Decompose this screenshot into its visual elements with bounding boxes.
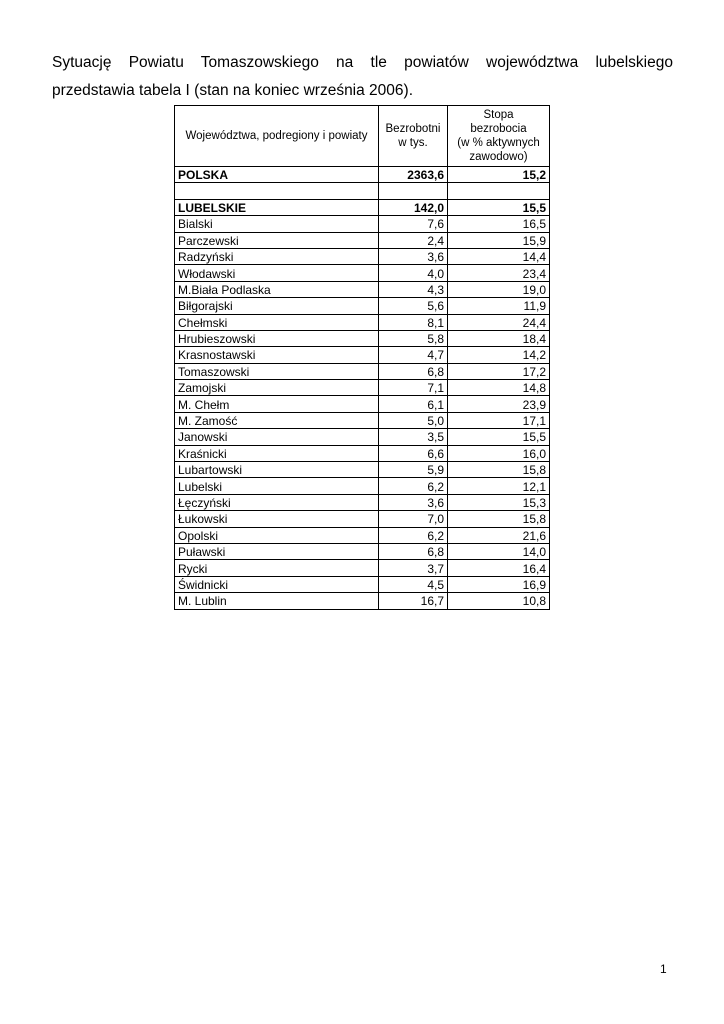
table-row-polska <box>175 167 550 183</box>
cell-name: Świdnicki <box>175 576 379 592</box>
cell-name: M. Chełm <box>175 396 379 412</box>
cell-name: Lubelski <box>175 478 379 494</box>
cell-rate: 14,4 <box>448 248 550 264</box>
cell-rate: 17,2 <box>448 363 550 379</box>
table-row <box>175 314 550 330</box>
cell-rate: 15,8 <box>448 511 550 527</box>
cell-unemployed: 6,2 <box>379 527 448 543</box>
cell-name: Włodawski <box>175 265 379 281</box>
cell-rate: 15,3 <box>448 494 550 510</box>
cell-unemployed: 4,7 <box>379 347 448 363</box>
header-unemployed-line1: Bezrobotni <box>385 123 441 135</box>
cell-rate: 19,0 <box>448 281 550 297</box>
table-row <box>175 560 550 576</box>
cell-unemployed: 4,5 <box>379 576 448 592</box>
cell-empty <box>175 183 379 199</box>
table-row <box>175 478 550 494</box>
cell-name: Parczewski <box>175 232 379 248</box>
cell-name: Radzyński <box>175 248 379 264</box>
cell-unemployed: 5,8 <box>379 330 448 346</box>
cell-rate: 24,4 <box>448 314 550 330</box>
cell-empty <box>379 183 448 199</box>
cell-name: LUBELSKIE <box>175 199 379 215</box>
table-row <box>175 593 550 609</box>
table-row <box>175 445 550 461</box>
cell-rate: 14,0 <box>448 543 550 559</box>
header-unemployed-line2: w tys. <box>398 137 428 149</box>
cell-unemployed: 7,0 <box>379 511 448 527</box>
cell-rate: 18,4 <box>448 330 550 346</box>
cell-unemployed: 8,1 <box>379 314 448 330</box>
table-row <box>175 429 550 445</box>
cell-name: Kraśnicki <box>175 445 379 461</box>
cell-unemployed: 6,8 <box>379 363 448 379</box>
table-row <box>175 511 550 527</box>
cell-empty <box>448 183 550 199</box>
table-row <box>175 265 550 281</box>
cell-rate: 16,4 <box>448 560 550 576</box>
table-row <box>175 527 550 543</box>
cell-name: M. Lublin <box>175 593 379 609</box>
header-rate-line1: Stopa <box>483 109 514 121</box>
cell-rate: 14,2 <box>448 347 550 363</box>
cell-name: M. Zamość <box>175 412 379 428</box>
table-row <box>175 232 550 248</box>
cell-unemployed: 5,9 <box>379 462 448 478</box>
page-number: 1 <box>660 962 667 976</box>
cell-unemployed: 142,0 <box>379 199 448 215</box>
cell-name: Janowski <box>175 429 379 445</box>
cell-rate: 15,2 <box>448 167 550 183</box>
cell-unemployed: 6,2 <box>379 478 448 494</box>
cell-rate: 21,6 <box>448 527 550 543</box>
table-header-row <box>175 106 550 167</box>
cell-name: Bialski <box>175 216 379 232</box>
cell-unemployed: 6,6 <box>379 445 448 461</box>
cell-unemployed: 3,6 <box>379 248 448 264</box>
header-region: Województwa, podregiony i powiaty <box>175 106 379 167</box>
cell-unemployed: 5,6 <box>379 298 448 314</box>
cell-name: Krasnostawski <box>175 347 379 363</box>
cell-name: Rycki <box>175 560 379 576</box>
unemployment-table <box>174 105 550 610</box>
header-rate <box>448 106 550 167</box>
cell-unemployed: 5,0 <box>379 412 448 428</box>
cell-rate: 15,5 <box>448 429 550 445</box>
cell-name: POLSKA <box>175 167 379 183</box>
cell-name: Tomaszowski <box>175 363 379 379</box>
table-row <box>175 380 550 396</box>
cell-rate: 16,9 <box>448 576 550 592</box>
cell-unemployed: 3,7 <box>379 560 448 576</box>
cell-rate: 15,9 <box>448 232 550 248</box>
table-row <box>175 347 550 363</box>
cell-name: Opolski <box>175 527 379 543</box>
cell-unemployed: 6,8 <box>379 543 448 559</box>
table-row <box>175 543 550 559</box>
cell-rate: 23,9 <box>448 396 550 412</box>
cell-rate: 14,8 <box>448 380 550 396</box>
table-row <box>175 494 550 510</box>
cell-rate: 16,0 <box>448 445 550 461</box>
cell-rate: 12,1 <box>448 478 550 494</box>
table-row <box>175 248 550 264</box>
table-row <box>175 298 550 314</box>
intro-line-1: Sytuację Powiatu Tomaszowskiego na tle powiatów województwa lubelskiego <box>52 54 673 71</box>
cell-unemployed: 4,0 <box>379 265 448 281</box>
intro-line-2: przedstawia tabela I (stan na koniec września 2006). <box>52 82 414 99</box>
table-row <box>175 216 550 232</box>
cell-rate: 23,4 <box>448 265 550 281</box>
cell-unemployed: 4,3 <box>379 281 448 297</box>
cell-unemployed: 3,5 <box>379 429 448 445</box>
cell-name: M.Biała Podlaska <box>175 281 379 297</box>
table-row <box>175 330 550 346</box>
cell-rate: 15,8 <box>448 462 550 478</box>
cell-rate: 16,5 <box>448 216 550 232</box>
table-row <box>175 412 550 428</box>
cell-unemployed: 3,6 <box>379 494 448 510</box>
header-rate-line2: bezrobocia <box>470 123 527 135</box>
cell-unemployed: 7,6 <box>379 216 448 232</box>
header-unemployed <box>379 106 448 167</box>
cell-name: Lubartowski <box>175 462 379 478</box>
cell-name: Puławski <box>175 543 379 559</box>
cell-unemployed: 2,4 <box>379 232 448 248</box>
cell-name: Łęczyński <box>175 494 379 510</box>
cell-unemployed: 2363,6 <box>379 167 448 183</box>
table-row <box>175 363 550 379</box>
cell-rate: 11,9 <box>448 298 550 314</box>
cell-rate: 15,5 <box>448 199 550 215</box>
cell-unemployed: 16,7 <box>379 593 448 609</box>
header-rate-line3: (w % aktywnych <box>457 137 540 149</box>
intro-paragraph <box>52 49 673 105</box>
table-row <box>175 281 550 297</box>
cell-name: Chełmski <box>175 314 379 330</box>
table-row <box>175 462 550 478</box>
cell-name: Biłgorajski <box>175 298 379 314</box>
cell-rate: 17,1 <box>448 412 550 428</box>
table-row <box>175 576 550 592</box>
cell-name: Łukowski <box>175 511 379 527</box>
cell-unemployed: 6,1 <box>379 396 448 412</box>
cell-unemployed: 7,1 <box>379 380 448 396</box>
cell-name: Zamojski <box>175 380 379 396</box>
header-rate-line4: zawodowo) <box>469 151 528 163</box>
cell-name: Hrubieszowski <box>175 330 379 346</box>
table-row-lubelskie <box>175 199 550 215</box>
cell-rate: 10,8 <box>448 593 550 609</box>
table-row <box>175 396 550 412</box>
table-row-spacer <box>175 183 550 199</box>
